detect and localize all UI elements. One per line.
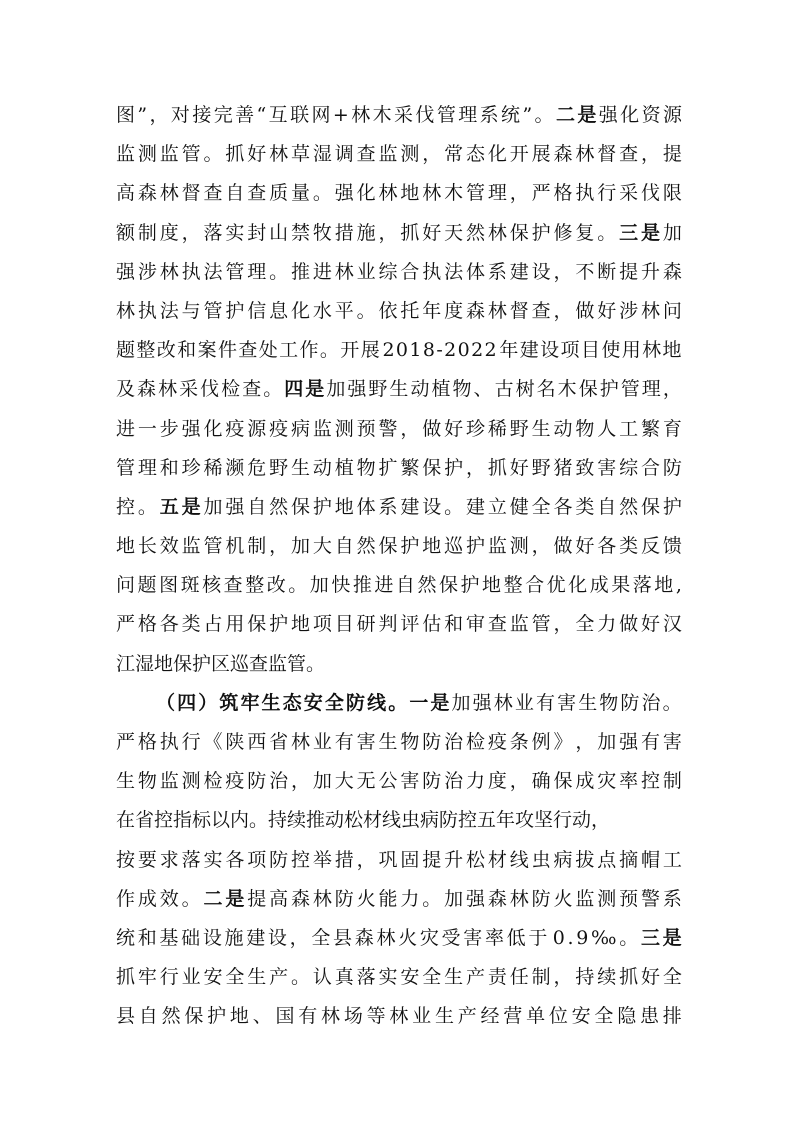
text-line: 题 整 改 和 案 件 查 处 工 作 。 开 展 2 0 1 8 - 2 0 2 2 年 建 设 项 目 使 用 林 地 [116,339,682,362]
text-line: 强 涉 林 执 法 管 理 。 推 进 林 业 综 合 执 法 体 系 建 设 ， 不 断 提 升 森 [116,260,682,283]
text-line: 严 格 各 类 占 用 保 护 地 项 目 研 判 评 估 和 审 查 监 管 ， 全 力 做 好 汉 [116,613,682,636]
text-line: 按 要 求 落 实 各 项 防 控 举 措 ， 巩 固 提 升 松 材 线 虫 病 拔 点 摘 帽 工 [116,848,682,871]
text-line: 图 ” ， 对 接 完 善 “ 互 联 网 + 林 木 采 伐 管 理 系 统 ” 。 二 是 强 化 资 源 [116,104,682,126]
text-line [116,801,682,840]
text-line: 县 自 然 保 护 地 、 国 有 林 场 等 林 业 生 产 经 营 单 位 安 全 隐 患 排 [116,1005,682,1028]
text-line: 林 执 法 与 管 护 信 息 化 水 平 。 依 托 年 度 森 林 督 查 ， 做 好 涉 林 问 [116,299,682,322]
text-run: 在省控指标以内。持续推动松材线虫病防控五年攻坚行动， [116,809,611,832]
text-line: 作 成 效 。 二 是 提 高 森 林 防 火 能 力 。 加 强 森 林 防 火 监 测 预 警 系 [116,887,682,910]
text-line [116,645,682,684]
text-line: 高 森 林 督 查 自 查 质 量 。 强 化 林 地 林 木 管 理 ， 严 格 执 行 采 伐 限 [116,182,682,205]
text-line: 严 格 执 行 《 陕 西 省 林 业 有 害 生 物 防 治 检 疫 条 例 》 ， 加 强 有 害 [116,731,682,753]
text-line: 抓 牢 行 业 安 全 生 产 。 认 真 落 实 安 全 生 产 责 任 制 ， 持 续 抓 好 全 [116,966,682,989]
text-line: 地 长 效 监 管 机 制 ， 加 大 自 然 保 护 地 巡 护 监 测 ， 做 好 各 类 反 馈 [116,535,682,558]
text-line: 问 题 图 斑 核 查 整 改 。 加 快 推 进 自 然 保 护 地 整 合 优 化 成 果 落 地 , [116,574,682,597]
text-line: 监 测 监 管 。 抓 好 林 草 湿 调 查 监 测 ， 常 态 化 开 展 森 林 督 查 ， 提 [116,143,682,166]
text-line: 生 物 监 测 检 疫 防 治 ， 加 大 无 公 害 防 治 力 度 ， 确 保 成 灾 率 控 制 [116,770,682,793]
document-body [116,96,682,1037]
text-line: 控 。 五 是 加 强 自 然 保 护 地 体 系 建 设 。 建 立 健 全 各 类 自 然 保 护 [116,495,682,518]
text-line: 进 一 步 强 化 疫 源 疫 病 监 测 预 警 ， 做 好 珍 稀 野 生 动 物 人 工 繁 育 [116,417,682,440]
text-run: 江湿地保护区巡查监管。 [116,652,326,675]
text-line: 额 制 度 ， 落 实 封 山 禁 牧 措 施 ， 抓 好 天 然 林 保 护 修 复 。 三 是 加 [116,221,682,244]
text-line: 及 森 林 采 伐 检 查 。 四 是 加 强 野 生 动 植 物 、 古 树 名 木 保 护 管 理 ， [116,378,682,401]
text-line: （ 四 ） 筑 牢 生 态 安 全 防 线 。 一 是 加 强 林 业 有 害 生 物 防 治 。 [156,691,682,714]
text-line: 管 理 和 珍 稀 濒 危 野 生 动 植 物 扩 繁 保 护 ， 抓 好 野 猪 致 害 综 合 防 [116,456,682,479]
text-line: 统 和 基 础 设 施 建 设 ， 全 县 森 林 火 灾 受 害 率 低 于 0 . 9 ‰ 。 三 是 [116,926,682,949]
